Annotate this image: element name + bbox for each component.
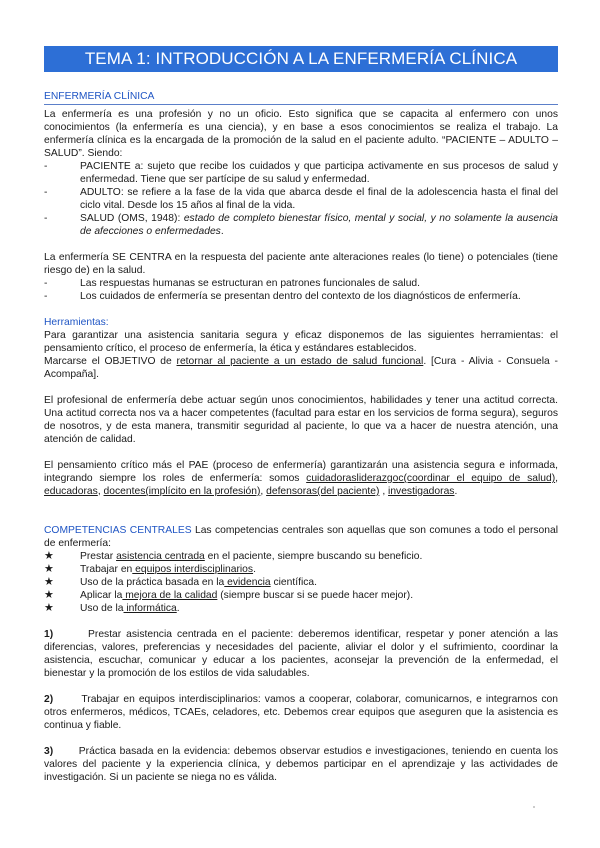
list-item: - SALUD (OMS, 1948): estado de completo bienestar físico, mental y social, y no solamente la ausencia de afecciones o enfermedades. — [44, 213, 558, 237]
paragraph: La enfermería SE CENTRA en la respuesta del paciente ante alteraciones reales (lo tiene) o potenciales (tiene riesgo de) en la salud. — [44, 252, 558, 276]
paragraph: Para garantizar una asistencia sanitaria segura y eficaz disponemos de las siguientes herramientas: el pensamiento crítico, el proceso de enfermería, la ética y estándares establecidos. — [44, 330, 558, 354]
numbered-paragraph: 1) Prestar asistencia centrada en el paciente: deberemos identificar, respetar y poner atención a las diferencias, valores, preferencias y necesidades del paciente, aliviar el dolor y el sufrimiento, coordinar la asistencia, escuchar, comunicar y educar a los pacientes, aconsejar la prevención de la enfermedad, el bienestar y la promoción de los estilos de vida saludables. — [44, 629, 558, 679]
list-item: ★ Trabajar en equipos interdisciplinarios. — [44, 563, 256, 575]
section-heading-competencias: COMPETENCIAS CENTRALES — [44, 525, 192, 536]
numbered-paragraph: 2) Trabajar en equipos interdisciplinarios: vamos a cooperar, colaborar, comunicarnos, e integrarnos con otros enfermeros, médicos, TCAEs, celadores, etc. Debemos crear equipos que aseguren que la asistencia es continua y fiable. — [44, 694, 558, 731]
salud-definition: estado de completo bienestar físico, mental y social, y no solamente la ausencia de afecciones o enfermedades — [80, 213, 558, 237]
paragraph: El pensamiento crítico más el PAE (proceso de enfermería) garantizarán una asistencia segura e informada, integrando siempre los roles de enfermería: somos cuidadorasliderazgoc(coordinar el equipo de salud), educadoras, docentes(implícito en la profesión), defensoras(del paciente) , investigadoras. — [44, 460, 558, 497]
document-title: TEMA 1: INTRODUCCIÓN A LA ENFERMERÍA CLÍNICA — [44, 46, 558, 72]
list-item: ★ Prestar asistencia centrada en el paciente, siempre buscando su beneficio. — [44, 550, 423, 562]
list-item: ★ Uso de la informática. — [44, 602, 180, 614]
list-item: - Los cuidados de enfermería se presentan dentro del contexto de los diagnósticos de enfermería. — [44, 291, 521, 302]
numbered-paragraph: 3) Práctica basada en la evidencia: debemos observar estudios e investigaciones, teniendo en cuenta los valores del paciente y la experiencia clínica, y debemos participar en el aprendizaje y las actividades de investigación. Si un paciente se niega no es válida. — [44, 746, 559, 783]
list-item: - Las respuestas humanas se estructuran en patrones funcionales de salud. — [44, 278, 421, 289]
paragraph: COMPETENCIAS CENTRALES Las competencias centrales son aquellas que son comunes a todo el personal de enfermería: — [44, 525, 558, 549]
paragraph: La enfermería es una profesión y no un oficio. Esto significa que se capacita al enfermero con unos conocimientos (la enfermería es una ciencia), y en base a esos conocimientos se realiza el trabajo. La enfermería clínica es la encargada de la promoción de la salud en el paciente adulto. “PACIENTE – ADULTO – SALUD”. Siendo: — [44, 109, 558, 159]
section-heading-herramientas: Herramientas: — [44, 317, 109, 328]
star-icon: ★ — [44, 550, 54, 562]
list-item: ★ Aplicar la mejora de la calidad (siempre buscar si se puede hacer mejor). — [44, 589, 414, 601]
list-item: - PACIENTE a: sujeto que recibe los cuidados y que participa activamente en sus procesos de salud y enfermedad. Tiene que ser partícipe de su salud y enfermedad. — [44, 161, 558, 185]
section-heading-enfermeria-clinica — [44, 90, 558, 105]
paragraph: Marcarse el OBJETIVO de retornar al paciente a un estado de salud funcional. [Cura - Alivia - Consuela - Acompaña]. — [44, 356, 558, 380]
star-icon: ★ — [44, 589, 54, 601]
star-icon: ★ — [44, 563, 54, 575]
page-mark — [533, 806, 535, 808]
heading-text: ENFERMERÍA CLÍNICA — [44, 91, 155, 102]
list-item: ★ Uso de la práctica basada en la evidencia científica. — [44, 576, 317, 588]
list-item: - ADULTO: se refiere a la fase de la vida que abarca desde el final de la adolescencia hasta el final del ciclo vital. Desde los 15 años al final de la vida. — [44, 187, 558, 211]
star-icon: ★ — [44, 576, 54, 588]
paragraph: El profesional de enfermería debe actuar según unos conocimientos, habilidades y tener una actitud correcta. Una actitud correcta nos va a hacer competentes (facultad para estar en los servicios de forma segura), seguros de nosotros, y de esta manera, transmitir seguridad al paciente, lo que va a hacer de nuestra atención, una atención de calidad. — [44, 395, 558, 445]
document-body — [44, 90, 558, 784]
star-icon: ★ — [44, 602, 54, 614]
